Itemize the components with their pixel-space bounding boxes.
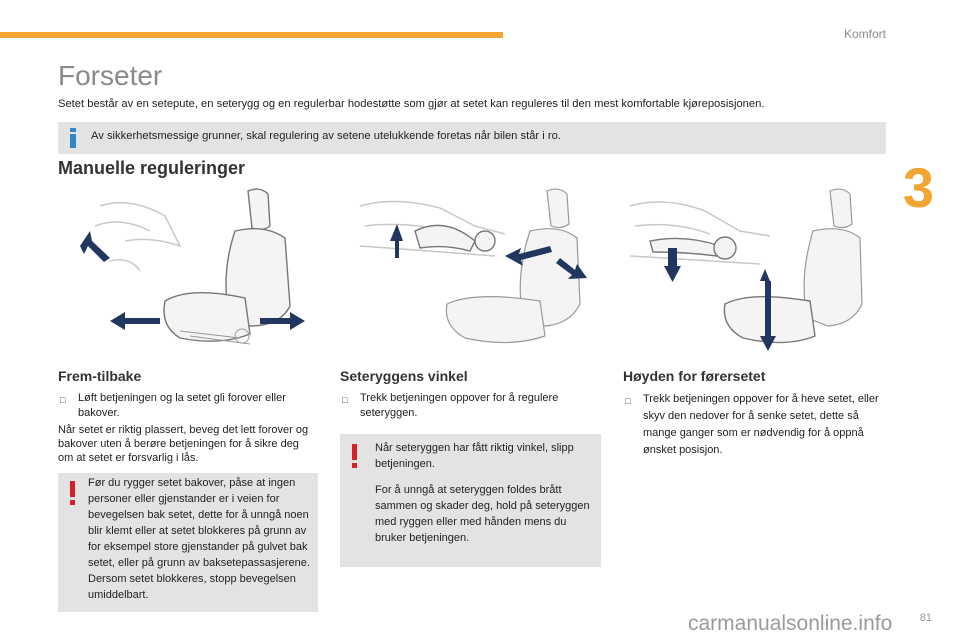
warning-text-backrest-2: For å unngå at seteryggen foldes brått sammen og skader deg, hold på seteryggen med ryggen eller med hånden mens du bruker betjeningen.	[375, 484, 590, 544]
bullet-fore-aft: □ Løft betjeningen og la setet gli forover eller bakover.	[60, 392, 286, 419]
info-box	[58, 122, 886, 154]
section-name: Komfort	[843, 27, 886, 41]
intro-text: Setet består av en setepute, en seterygg og en regulerbar hodestøtte som gjør at setet kan reguleres til den mest komfortable kjøreposisjonen.	[58, 98, 765, 110]
seat-slide-illustration	[70, 186, 320, 358]
backrest-angle-illustration	[355, 186, 605, 358]
column-title-height: Høyden for førersetet	[623, 368, 766, 384]
bullet-square-icon: □	[342, 395, 348, 405]
section-heading: Manuelle reguleringer	[58, 158, 246, 178]
info-text: Av sikkerhetsmessige grunner, skal regulering av setene utelukkende foretas når bilen står i ro.	[91, 130, 561, 142]
warning-text-fore-aft: Før du rygger setet bakover, påse at ingen personer eller gjenstander er i veien for bevegelsen bak setet, dette for å unngå noen blir klemt eller at setet blokkeres på grunn av for eksempel store gjenstander på gulvet bak setet, eller på grunn av baksetepassasjerene. Dersom setet blokkeres, stopp bevegelsen umiddelbart.	[88, 477, 310, 601]
warning-text-backrest-1: Når seteryggen har fått riktig vinkel, slipp betjeningen.	[375, 442, 574, 470]
chapter-number: 3	[902, 156, 934, 219]
watermark: carmanualsonline.info	[688, 612, 893, 635]
bullet-height: □ Trekk betjeningen oppover for å heve setet, eller skyv den nedover for å senke setet, dette så mange ganger som er nødvendig for å oppnå ønsket posisjon.	[625, 393, 879, 456]
fore-aft-note: Når setet er riktig plassert, beveg det lett forover og bakover uten å berøre betjeningen for å sikre deg om at setet er forsvarlig i lås.	[58, 424, 309, 464]
bullet-backrest: □ Trekk betjeningen oppover for å regulere seteryggen.	[342, 392, 559, 419]
top-accent-bar	[0, 32, 503, 38]
warning-box-fore-aft	[58, 473, 318, 612]
seat-height-illustration	[625, 186, 875, 358]
page-number: 81	[919, 612, 932, 624]
warning-icon	[352, 444, 358, 468]
column-title-backrest: Seteryggens vinkel	[340, 368, 468, 384]
page-title: Forseter	[58, 60, 163, 91]
bullet-square-icon: □	[60, 395, 66, 405]
column-title-fore-aft: Frem-tilbake	[58, 368, 142, 384]
info-icon	[68, 128, 78, 148]
bullet-square-icon: □	[625, 396, 631, 406]
warning-box-backrest	[340, 434, 601, 567]
warning-icon	[70, 481, 76, 505]
